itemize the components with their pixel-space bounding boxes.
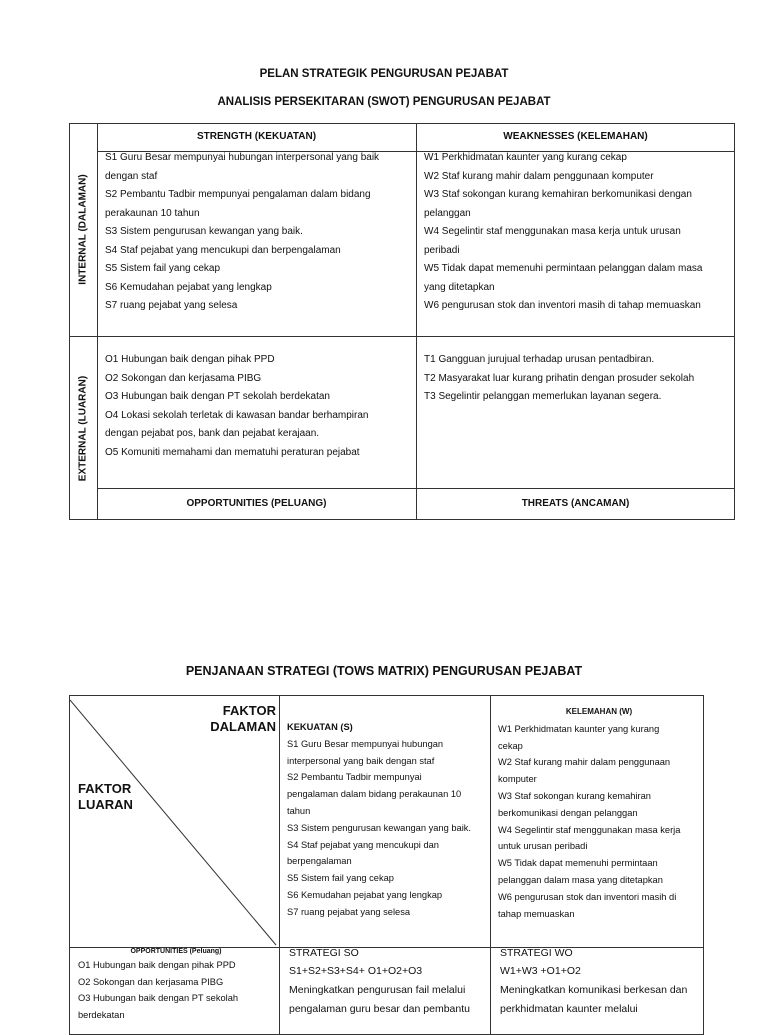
list-item: W1 Perkhidmatan kaunter yang kurang [498, 723, 660, 734]
list-item: W5 Tidak dapat memenuhi permintaan [498, 858, 658, 869]
faktor-luaran-label: FAKTOR LUARAN [78, 781, 133, 812]
strengths-list [105, 149, 410, 316]
list-item: dengan staf [105, 170, 158, 182]
list-item: pengalaman dalam bidang perakaunan 10 [287, 789, 462, 800]
list-item: S1+S2+S3+S4+ O1+O2+O3 [289, 965, 423, 977]
list-item: W6 pengurusan stok dan inventori masih di tahap memuaskan [424, 300, 701, 311]
tows-matrix [69, 695, 704, 1035]
list-item: dengan pejabat pos, bank dan pejabat kerajaan. [105, 428, 320, 439]
list-item: komputer [498, 774, 537, 785]
list-item: W5 Tidak dapat memenuhi permintaan pelanggan dalam masa [424, 263, 703, 274]
list-item: pelanggan dalam masa yang ditetapkan [498, 874, 663, 885]
list-item: W4 Segelintir staf menggunakan masa kerja [498, 824, 681, 835]
list-item: pelanggan [424, 207, 471, 219]
list-item: O5 Komuniti memahami dan mematuhi peraturan pejabat [105, 446, 360, 458]
external-label: EXTERNAL (LUARAN) [77, 375, 89, 482]
list-item: W4 Segelintir staf menggunakan masa kerja untuk urusan [424, 226, 681, 237]
list-item: O1 Hubungan baik dengan pihak PPD [78, 960, 236, 970]
list-item: S4 Staf pejabat yang mencukupi dan berpengalaman [105, 244, 341, 256]
list-item: pengalaman guru besar dan pembantu [289, 1003, 470, 1015]
list-item: berpengalaman [287, 856, 352, 867]
list-item: berkomunikasi dengan pelanggan [498, 807, 638, 818]
swot-table [69, 123, 735, 520]
threats-header: THREATS (ANCAMAN) [521, 498, 630, 509]
list-item: O4 Lokasi sekolah terletak di kawasan bandar berhampiran [105, 409, 369, 421]
list-item: S2 Pembantu Tadbir mempunyai [287, 772, 422, 783]
tows-weaknesses [498, 704, 700, 922]
list-item: T1 Gangguan jurujual terhadap urusan pentadbiran. [424, 354, 655, 365]
list-item: O1 Hubungan baik dengan pihak PPD [105, 354, 275, 365]
list-item: T2 Masyarakat luar kurang prihatin dengan prosuder sekolah [424, 372, 695, 384]
list-item: S6 Kemudahan pejabat yang lengkap [105, 281, 272, 293]
list-item: perakaunan 10 tahun [105, 207, 200, 219]
list-item: S6 Kemudahan pejabat yang lengkap [287, 889, 443, 900]
wo-header: STRATEGI WO [500, 947, 573, 959]
threats-list [424, 351, 730, 407]
list-item: W3 Staf sokongan kurang kemahiran [498, 790, 651, 801]
strategi-so [289, 947, 485, 1019]
list-item: yang ditetapkan [424, 281, 495, 293]
list-item: Meningkatkan pengurusan fail melalui [289, 984, 466, 996]
list-item: tahap memuaskan [498, 908, 575, 919]
list-item: W6 pengurusan stok dan inventori masih di [498, 891, 677, 902]
list-item: S1 Guru Besar mempunyai hubungan interpersonal yang baik [105, 152, 380, 163]
list-item: S4 Staf pejabat yang mencukupi dan [287, 839, 439, 850]
list-item: berdekatan [78, 1009, 125, 1020]
list-item: S7 ruang pejabat yang selesa [105, 300, 238, 311]
list-item: Meningkatkan komunikasi berkesan dan [500, 984, 688, 996]
list-item: cekap [498, 740, 523, 751]
so-header: STRATEGI SO [289, 947, 359, 959]
list-item: O2 Sokongan dan kerjasama PIBG [78, 976, 224, 987]
list-item: W1+W3 +O1+O2 [500, 965, 581, 977]
tows-opportunities [78, 947, 274, 1023]
swot-title: ANALISIS PERSEKITARAN (SWOT) PENGURUSAN PEJABAT [217, 96, 551, 108]
list-item: W1 Perkhidmatan kaunter yang kurang cekap [424, 152, 627, 163]
tows-strengths [287, 719, 485, 921]
list-item: O2 Sokongan dan kerjasama PIBG [105, 372, 262, 384]
list-item: S5 Sistem fail yang cekap [105, 263, 221, 274]
opportunities-header: OPPORTUNITIES (Peluang) [130, 948, 222, 955]
opportunities-header: OPPORTUNITIES (PELUANG) [186, 498, 327, 509]
kekuatan-header: KEKUATAN (S) [287, 722, 353, 732]
list-item: S2 Pembantu Tadbir mempunyai pengalaman dalam bidang [105, 189, 371, 200]
list-item: O3 Hubungan baik dengan PT sekolah [78, 993, 239, 1003]
document-title: PELAN STRATEGIK PENGURUSAN PEJABAT [259, 68, 509, 80]
faktor-dalaman-label: FAKTOR DALAMAN [210, 703, 276, 734]
internal-label: INTERNAL (DALAMAN) [77, 174, 89, 285]
list-item: tahun [287, 805, 311, 816]
list-item: interpersonal yang baik dengan staf [287, 755, 435, 766]
list-item: W2 Staf kurang mahir dalam penggunaan komputer [424, 170, 654, 182]
list-item: untuk urusan peribadi [498, 841, 588, 852]
list-item: S1 Guru Besar mempunyai hubungan [287, 738, 444, 749]
strength-header: STRENGTH (KEKUATAN) [196, 131, 317, 142]
kelemahan-header: KELEMAHAN (W) [565, 707, 633, 716]
list-item: peribadi [424, 244, 460, 256]
list-item: S7 ruang pejabat yang selesa [287, 906, 411, 917]
list-item: W3 Staf sokongan kurang kemahiran berkomunikasi dengan [424, 189, 692, 200]
weakness-header: WEAKNESSES (KELEMAHAN) [503, 131, 648, 142]
tows-title: PENJANAAN STRATEGI (TOWS MATRIX) PENGURUSAN PEJABAT [185, 664, 583, 678]
list-item: S3 Sistem pengurusan kewangan yang baik. [287, 822, 471, 833]
list-item: S3 Sistem pengurusan kewangan yang baik. [105, 226, 303, 237]
list-item: T3 Segelintir pelanggan memerlukan layanan segera. [424, 391, 662, 402]
opportunities-list [105, 351, 410, 462]
strategi-wo [500, 947, 700, 1019]
weaknesses-list [424, 149, 730, 316]
list-item: W2 Staf kurang mahir dalam penggunaan [498, 757, 671, 768]
list-item: O3 Hubungan baik dengan PT sekolah berdekatan [105, 391, 330, 402]
list-item: perkhidmatan kaunter melalui [500, 1003, 638, 1015]
list-item: S5 Sistem fail yang cekap [287, 873, 394, 884]
